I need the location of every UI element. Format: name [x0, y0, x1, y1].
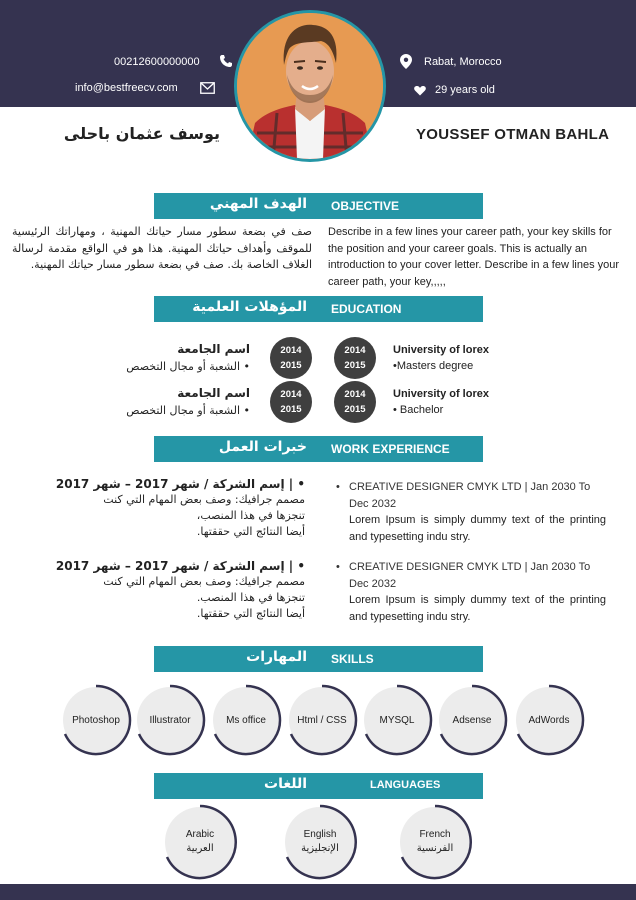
location-text: Rabat, Morocco [424, 56, 502, 68]
skills-bar [154, 646, 483, 672]
footer-bar [0, 884, 636, 900]
education-item-ar [126, 342, 250, 373]
job-line-ar: تنجزها في هذا المنصب، [196, 509, 305, 522]
work-title-en: WORK EXPERIENCE [331, 442, 450, 456]
year-end: 2015 [280, 404, 302, 415]
year-start: 2014 [280, 389, 302, 400]
age-text: 29 years old [435, 84, 495, 96]
skill-label: Ms office [226, 714, 266, 726]
skill-ring [360, 683, 434, 757]
languages-title-en: LANGUAGES [370, 779, 441, 791]
phone-icon [219, 54, 233, 72]
skill-label: MYSQL [379, 714, 415, 726]
education-bar [154, 296, 483, 322]
job-line-ar: تنجزها في هذا المنصب. [196, 591, 305, 604]
skill-circle [364, 687, 430, 753]
language-name-en: French [419, 829, 451, 840]
skill-label: AdWords [528, 714, 570, 726]
skill-ring [209, 683, 283, 757]
language-name-ar: العربية [186, 843, 214, 854]
language-name-ar: الفرنسية [416, 843, 454, 854]
job-title: • CREATIVE DESIGNER CMYK LTD | Jan 2030 To Dec 2032 [336, 479, 606, 512]
language-ring [281, 803, 359, 881]
skill-label: Html / CSS [297, 714, 347, 726]
phone-text: 00212600000000 [114, 56, 200, 68]
profile-photo [234, 10, 386, 162]
work-item-en [336, 479, 606, 545]
work-item-ar [5, 476, 305, 540]
year-start: 2014 [344, 345, 366, 356]
skill-ring [512, 683, 586, 757]
languages-bar [154, 773, 483, 799]
skill-circle [63, 687, 129, 753]
language-name-ar: الإنجليزية [301, 843, 339, 854]
work-item-en [336, 559, 606, 625]
language-name-en: Arabic [185, 829, 215, 840]
email-text[interactable]: info@bestfreecv.com [75, 82, 178, 94]
degree-name: • Bachelor [393, 404, 444, 416]
work-bar [154, 436, 483, 462]
year-circle [334, 337, 376, 379]
education-title-ar: المؤهلات العلمية [192, 299, 307, 315]
objective-title-ar: الهدف المهني [209, 196, 307, 212]
envelope-icon [200, 82, 215, 98]
education-item-en [393, 344, 489, 372]
skill-label: Illustrator [149, 714, 191, 726]
field-name-ar: • الشعبة أو مجال التخصص [126, 404, 250, 417]
skill-circle [137, 687, 203, 753]
language-circle [285, 807, 355, 877]
work-item-ar [5, 558, 305, 622]
skill-circle [213, 687, 279, 753]
year-end: 2015 [280, 360, 302, 371]
year-circle [270, 337, 312, 379]
school-name: University of lorex [393, 344, 489, 356]
heart-icon [414, 85, 426, 100]
school-name-ar: اسم الجامعة [177, 386, 250, 400]
year-circle [334, 381, 376, 423]
language-circle [400, 807, 470, 877]
job-title-ar: • | إسم الشركة / شهر 2017 – شهر 2017 [55, 559, 305, 573]
skill-label: Adsense [452, 714, 492, 726]
objective-title-en: OBJECTIVE [331, 199, 400, 213]
name-arabic: يوسف عثمان باحلى [63, 124, 220, 143]
work-title-ar: خبرات العمل [218, 439, 307, 455]
job-title-ar: • | إسم الشركة / شهر 2017 – شهر 2017 [55, 477, 305, 491]
field-name-ar: • الشعبة أو مجال التخصص [126, 360, 250, 373]
pin-icon [400, 54, 412, 73]
objective-bar [154, 193, 483, 219]
languages-title-ar: اللغات [264, 776, 307, 792]
year-circle [270, 381, 312, 423]
education-item-en [393, 388, 489, 416]
job-line-ar: مصمم جرافيك: وصف بعض المهام التي كنت [103, 575, 305, 588]
skill-ring [435, 683, 509, 757]
year-start: 2014 [344, 389, 366, 400]
name-english: YOUSSEF OTMAN BAHLA [416, 126, 610, 143]
job-line-ar: أيضا النتائج التي حققتها. [196, 607, 305, 620]
job-title: • CREATIVE DESIGNER CMYK LTD | Jan 2030 To Dec 2032 [336, 559, 606, 592]
objective-text-ar: صف في بضعة سطور مسار حياتك المهنية ، ومهاراتك الرئيسية للموقف وأهداف حياتك المهنية. هذا هو في الواقع مقدمة لرسالة الغلاف الخاصة بك. صف في بضعة سطور مسار حياتك المهنية. [12, 225, 312, 271]
year-end: 2015 [344, 404, 366, 415]
job-line-ar: مصمم جرافيك: وصف بعض المهام التي كنت [103, 493, 305, 506]
language-circle [165, 807, 235, 877]
skill-ring [285, 683, 359, 757]
language-ring [396, 803, 474, 881]
degree-name: •Masters degree [393, 360, 474, 372]
objective-text-en: Describe in a few lines your career path, your key skills for the position and your career goals. This is actually an introduction to your cover letter. Describe in a few lines your career path, your key,,,,, [328, 226, 620, 288]
skill-circle [516, 687, 582, 753]
skill-ring [59, 683, 133, 757]
education-title-en: EDUCATION [331, 302, 402, 316]
school-name: University of lorex [393, 388, 489, 400]
job-desc: Lorem Ipsum is simply dummy text of the printing and typesetting indu stry. [349, 514, 606, 543]
job-line-ar: أيضا النتائج التي حققتها. [196, 525, 305, 538]
skill-circle [289, 687, 355, 753]
skill-ring [133, 683, 207, 757]
year-start: 2014 [280, 345, 302, 356]
language-ring [161, 803, 239, 881]
language-name-en: English [303, 829, 337, 840]
education-item-ar [126, 386, 250, 417]
skill-circle [439, 687, 505, 753]
skill-label: Photoshop [72, 714, 120, 726]
school-name-ar: اسم الجامعة [177, 342, 250, 356]
year-end: 2015 [344, 360, 366, 371]
job-desc: Lorem Ipsum is simply dummy text of the printing and typesetting indu stry. [349, 594, 606, 623]
skills-title-en: SKILLS [331, 652, 374, 666]
skills-title-ar: المهارات [246, 649, 307, 665]
